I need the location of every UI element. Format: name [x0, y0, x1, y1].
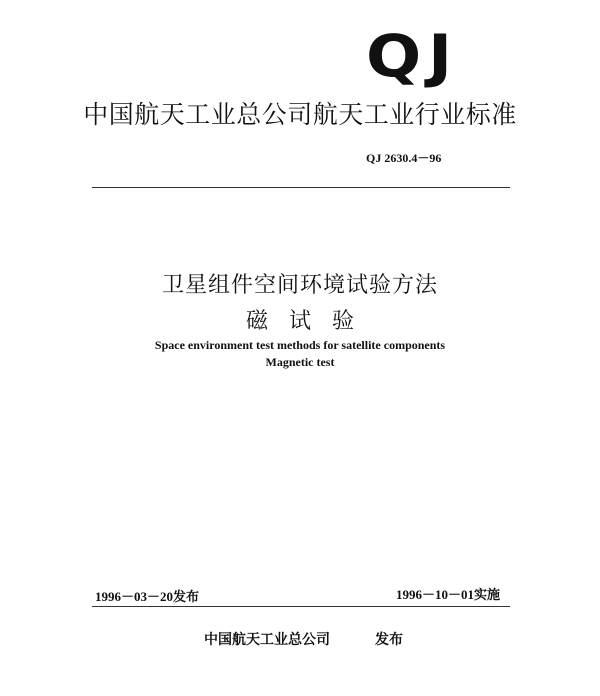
publish-label: 发布 — [375, 632, 403, 648]
standard-number: QJ 2630.4－96 — [366, 151, 442, 165]
document-title-cn: 卫星组件空间环境试验方法 — [161, 273, 438, 298]
document-subtitle-cn: 磁 试 验 — [246, 309, 354, 334]
top-divider — [92, 187, 510, 188]
org-standard-heading: 中国航天工业总公司航天工业行业标准 — [83, 100, 517, 129]
implementation-date: 1996－10－01实施 — [396, 587, 501, 602]
document-subtitle-en: Magnetic test — [265, 355, 335, 369]
publisher-name: 中国航天工业总公司 — [204, 632, 330, 648]
qj-logo: QJ — [366, 22, 459, 90]
issue-date: 1996－03－20发布 — [95, 589, 200, 604]
bottom-divider — [92, 606, 510, 607]
document-title-en: Space environment test methods for satellite components — [154, 338, 446, 352]
